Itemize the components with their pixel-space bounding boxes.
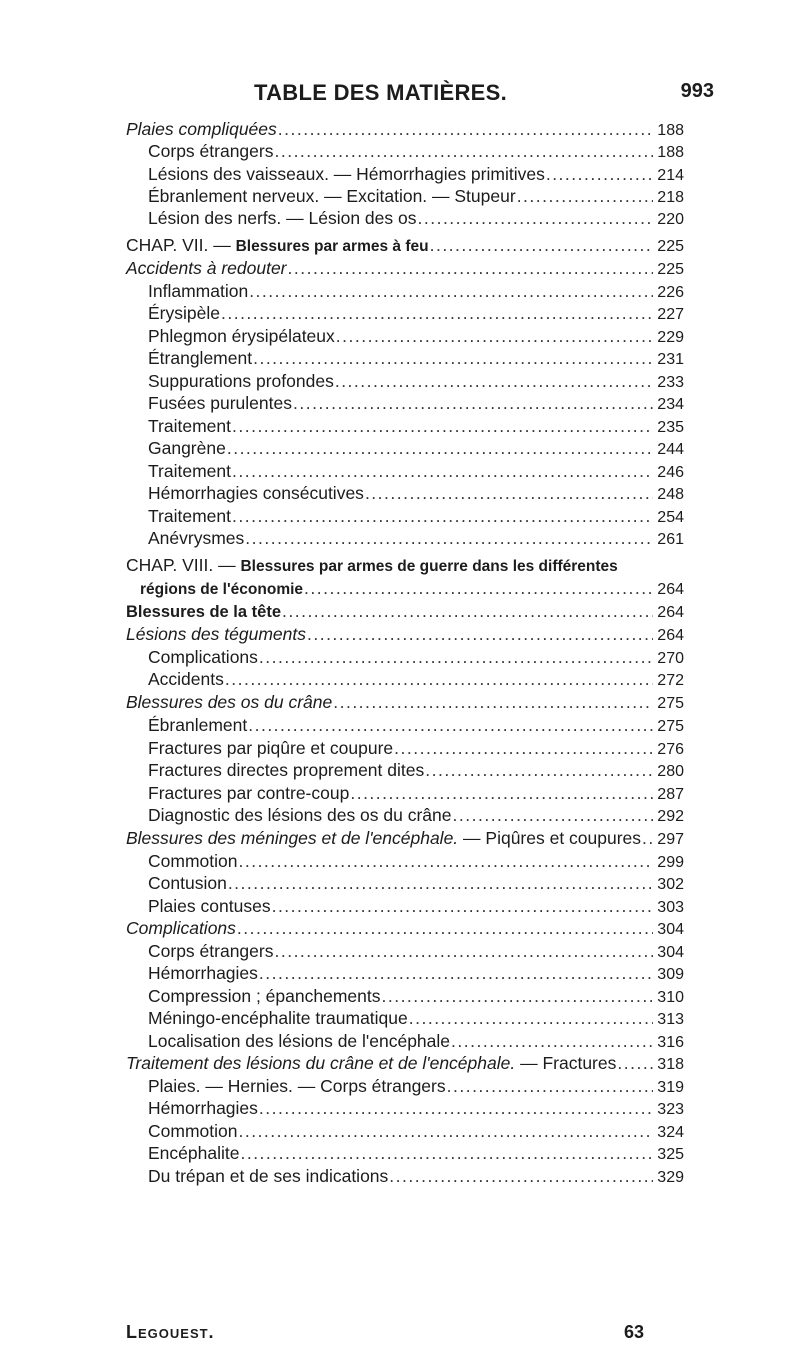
toc-entry xyxy=(148,280,684,302)
entry-page-number: 264 xyxy=(657,581,684,598)
entry-page-number: 323 xyxy=(657,1101,684,1118)
entry-page-number: 264 xyxy=(657,604,684,621)
leader-dots xyxy=(642,827,653,849)
leader-dots xyxy=(288,257,653,279)
toc-entry xyxy=(148,737,684,759)
entry-label: Traitement xyxy=(148,415,231,436)
entry-label: Fractures directes proprement dites xyxy=(148,760,425,780)
toc-entry xyxy=(126,623,684,645)
chapter-heading xyxy=(126,234,684,256)
toc-entry xyxy=(148,850,684,872)
leader-dots xyxy=(232,415,653,437)
toc-entry xyxy=(126,691,684,713)
page-title: TABLE DES MATIÈRES. xyxy=(254,80,508,105)
leader-dots xyxy=(451,1030,653,1052)
entry-page-number: 226 xyxy=(657,283,684,301)
entry-label: Accidents à redouter xyxy=(126,258,287,278)
toc-entry xyxy=(148,325,684,347)
entry-page-number: 319 xyxy=(657,1078,684,1096)
leader-dots xyxy=(249,280,653,302)
entry-page-number: 244 xyxy=(657,441,684,458)
entry-label: Plaies compliquées xyxy=(126,119,277,139)
toc-entry xyxy=(140,577,684,599)
leader-dots xyxy=(418,207,654,229)
entry-page-number: 261 xyxy=(657,531,684,548)
toc-entry xyxy=(148,668,684,690)
entry-label xyxy=(126,827,641,849)
toc-entry xyxy=(148,1075,684,1097)
entry-page-number: 270 xyxy=(657,649,684,667)
toc-entry xyxy=(148,437,684,459)
entry-label: Ébranlement nerveux. — Excitation. — Stupeur xyxy=(148,185,516,206)
toc-entry xyxy=(126,257,684,279)
entry-page-number: 280 xyxy=(657,763,684,780)
entry-page-number: 310 xyxy=(657,988,684,1006)
leader-dots xyxy=(365,482,653,504)
leader-dots xyxy=(225,668,653,690)
entry-page-number: 304 xyxy=(657,921,684,938)
entry-page-number: 246 xyxy=(657,463,684,481)
toc-entry xyxy=(126,827,684,849)
toc-entry xyxy=(148,392,684,414)
entry-label: Traitement xyxy=(148,505,231,526)
toc-entry xyxy=(126,1052,684,1074)
toc-entry xyxy=(148,872,684,894)
entry-page-number: 316 xyxy=(657,1033,684,1051)
entry-page-number: 297 xyxy=(657,831,684,848)
entry-page-number: 313 xyxy=(657,1011,684,1028)
entry-label-italic: Traitement des lésions du crâne et de l'encéphale. xyxy=(126,1053,516,1073)
leader-dots xyxy=(447,1075,653,1097)
leader-dots xyxy=(221,302,653,324)
toc-entry xyxy=(126,118,684,140)
leader-dots xyxy=(381,985,653,1007)
entry-label: Hémorrhagies xyxy=(148,963,258,983)
entry-page-number: 220 xyxy=(657,211,684,229)
entry-page-number: 318 xyxy=(657,1056,684,1073)
leader-dots xyxy=(238,1120,653,1142)
toc-entry xyxy=(148,370,684,392)
entry-page-number: 329 xyxy=(657,1168,684,1186)
page-header xyxy=(254,80,714,106)
toc-entry xyxy=(148,646,684,668)
toc-entry xyxy=(148,302,684,324)
entry-page-number: 188 xyxy=(657,144,684,162)
entry-label: Érysipèle xyxy=(148,303,220,323)
entry-label: Hémorrhagies consécutives xyxy=(148,483,364,503)
leader-dots xyxy=(307,623,653,645)
toc-entry xyxy=(148,460,684,482)
entry-page-number: 272 xyxy=(657,672,684,689)
entry-page-number: 229 xyxy=(657,328,684,346)
entry-page-number: 276 xyxy=(657,740,684,758)
entry-label: Lésions des téguments xyxy=(126,624,306,644)
entry-page-number: 225 xyxy=(657,238,684,255)
entry-label: Plaies. — Hernies. — Corps étrangers xyxy=(148,1075,446,1096)
entry-page-number: 264 xyxy=(657,627,684,644)
leader-dots xyxy=(272,895,653,917)
leader-dots xyxy=(245,527,653,549)
leader-dots xyxy=(237,917,653,939)
toc-entry xyxy=(148,482,684,504)
leader-dots xyxy=(282,600,653,622)
leader-dots xyxy=(517,185,653,207)
entry-label: Traitement xyxy=(148,460,231,481)
chapter-heading xyxy=(126,554,618,576)
leader-dots xyxy=(394,737,653,759)
leader-dots xyxy=(259,646,653,668)
leader-dots xyxy=(293,392,653,414)
entry-label: Commotion xyxy=(148,1120,238,1141)
entry-label: Contusion xyxy=(148,873,227,893)
entry-label: Du trépan et de ses indications xyxy=(148,1165,389,1186)
entry-label: Lésions des vaisseaux. — Hémorrhagies primitives xyxy=(148,163,545,184)
entry-page-number: 227 xyxy=(657,306,684,323)
entry-label: Localisation des lésions de l'encéphale xyxy=(148,1030,451,1051)
entry-page-number: 248 xyxy=(657,486,684,503)
entry-label: Fusées purulentes xyxy=(148,393,292,413)
toc-entry xyxy=(148,140,684,162)
entry-label: Ébranlement xyxy=(148,715,248,735)
toc-entry xyxy=(148,1007,684,1029)
entry-page-number: 231 xyxy=(657,351,684,368)
toc-entry xyxy=(126,917,684,939)
toc-entry xyxy=(148,163,684,185)
entry-label: Accidents xyxy=(148,669,224,689)
entry-page-number: 254 xyxy=(657,508,684,526)
leader-dots xyxy=(453,804,653,826)
leader-dots xyxy=(232,505,653,527)
toc-entry xyxy=(148,759,684,781)
entry-page-number: 218 xyxy=(657,188,684,206)
toc-entry xyxy=(148,1165,684,1187)
entry-page-number: 309 xyxy=(657,966,684,983)
entry-page-number: 235 xyxy=(657,418,684,436)
leader-dots xyxy=(248,714,653,736)
entry-label: Blessures de la tête xyxy=(126,603,281,621)
leader-dots xyxy=(232,460,653,482)
entry-label: Lésion des nerfs. — Lésion des os xyxy=(148,208,417,229)
entry-label: Diagnostic des lésions des os du crâne xyxy=(148,805,452,825)
leader-dots xyxy=(336,325,653,347)
leader-dots xyxy=(227,437,653,459)
entry-label: Corps étrangers xyxy=(148,940,274,961)
leader-dots xyxy=(389,1165,653,1187)
entry-page-number: 233 xyxy=(657,373,684,391)
leader-dots xyxy=(228,872,653,894)
toc-entry xyxy=(148,804,684,826)
entry-label: Suppurations profondes xyxy=(148,370,334,391)
toc-entry xyxy=(148,1030,684,1052)
entry-page-number: 188 xyxy=(657,122,684,139)
toc-entry xyxy=(148,1120,684,1142)
chapter-title: Blessures par armes de guerre dans les différentes xyxy=(240,558,618,575)
entry-page-number: 214 xyxy=(657,166,684,184)
toc-entry xyxy=(148,505,684,527)
entry-label: Complications xyxy=(126,918,236,938)
toc-entry xyxy=(148,1142,684,1164)
leader-dots xyxy=(240,1142,653,1164)
entry-label: Compression ; épanchements xyxy=(148,985,381,1006)
toc-entry xyxy=(148,527,684,549)
page-number: 993 xyxy=(680,80,714,102)
entry-label: Gangrène xyxy=(148,438,226,458)
entry-page-number: 287 xyxy=(657,785,684,803)
entry-page-number: 275 xyxy=(657,695,684,712)
toc-entry xyxy=(148,962,684,984)
chapter-number: CHAP. VII. — xyxy=(126,235,231,255)
entry-label: Plaies contuses xyxy=(148,895,271,916)
entry-label xyxy=(126,234,429,258)
leader-dots xyxy=(333,691,653,713)
entry-page-number: 292 xyxy=(657,808,684,825)
entry-label-rest: — Piqûres et coupures xyxy=(458,828,642,848)
chapter-title: Blessures par armes à feu xyxy=(235,238,429,255)
leader-dots xyxy=(430,234,653,256)
leader-dots xyxy=(617,1052,653,1074)
entry-label: Corps étrangers xyxy=(148,141,274,162)
chapter-title-continued: régions de l'économie xyxy=(140,581,304,598)
footer-author: Legouest. xyxy=(126,1322,215,1342)
leader-dots xyxy=(335,370,653,392)
entry-label: Phlegmon érysipélateux xyxy=(148,325,335,346)
leader-dots xyxy=(274,940,653,962)
toc-entry xyxy=(148,347,684,369)
leader-dots xyxy=(253,347,653,369)
toc-entry xyxy=(148,207,684,229)
entry-label-rest: — Fractures xyxy=(515,1053,617,1073)
footer-signature: 63 xyxy=(624,1322,645,1342)
leader-dots xyxy=(409,1007,653,1029)
entry-label: Complications xyxy=(148,646,258,667)
entry-page-number: 299 xyxy=(657,853,684,871)
toc-entry xyxy=(148,940,684,962)
toc-entry xyxy=(148,415,684,437)
entry-label: Fractures par piqûre et coupure xyxy=(148,737,394,758)
entry-page-number: 234 xyxy=(657,396,684,413)
entry-label: Encéphalite xyxy=(148,1143,240,1163)
leader-dots xyxy=(274,140,653,162)
entry-page-number: 324 xyxy=(657,1123,684,1141)
leader-dots xyxy=(425,759,653,781)
toc-entry xyxy=(126,600,684,622)
leader-dots xyxy=(238,850,653,872)
entry-label: Fractures par contre-coup xyxy=(148,782,350,803)
entry-label-italic: Blessures des méninges et de l'encéphale. xyxy=(126,828,459,848)
leader-dots xyxy=(304,577,653,599)
entry-label xyxy=(126,1052,616,1074)
entry-page-number: 275 xyxy=(657,718,684,735)
entry-label: Anévrysmes xyxy=(148,528,245,548)
entry-label: Blessures des os du crâne xyxy=(126,692,333,712)
entry-label: Commotion xyxy=(148,850,238,871)
leader-dots xyxy=(546,163,653,185)
toc-entry xyxy=(148,895,684,917)
chapter-number: CHAP. VIII. — xyxy=(126,555,236,575)
entry-page-number: 303 xyxy=(657,898,684,916)
leader-dots xyxy=(278,118,653,140)
toc-entry xyxy=(148,185,684,207)
entry-label: Inflammation xyxy=(148,280,249,301)
toc-entry xyxy=(148,782,684,804)
entry-page-number: 302 xyxy=(657,876,684,893)
leader-dots xyxy=(259,962,653,984)
entry-page-number: 304 xyxy=(657,943,684,961)
toc-entry xyxy=(148,1097,684,1119)
entry-label: Méningo-encéphalite traumatique xyxy=(148,1008,408,1028)
page-footer xyxy=(126,1322,686,1346)
entry-page-number: 325 xyxy=(657,1146,684,1163)
entry-label: Hémorrhagies xyxy=(148,1098,258,1118)
leader-dots xyxy=(350,782,653,804)
leader-dots xyxy=(259,1097,653,1119)
entry-label: Étranglement xyxy=(148,348,253,368)
entry-page-number: 225 xyxy=(657,261,684,278)
toc-entry xyxy=(148,714,684,736)
toc-entry xyxy=(148,985,684,1007)
